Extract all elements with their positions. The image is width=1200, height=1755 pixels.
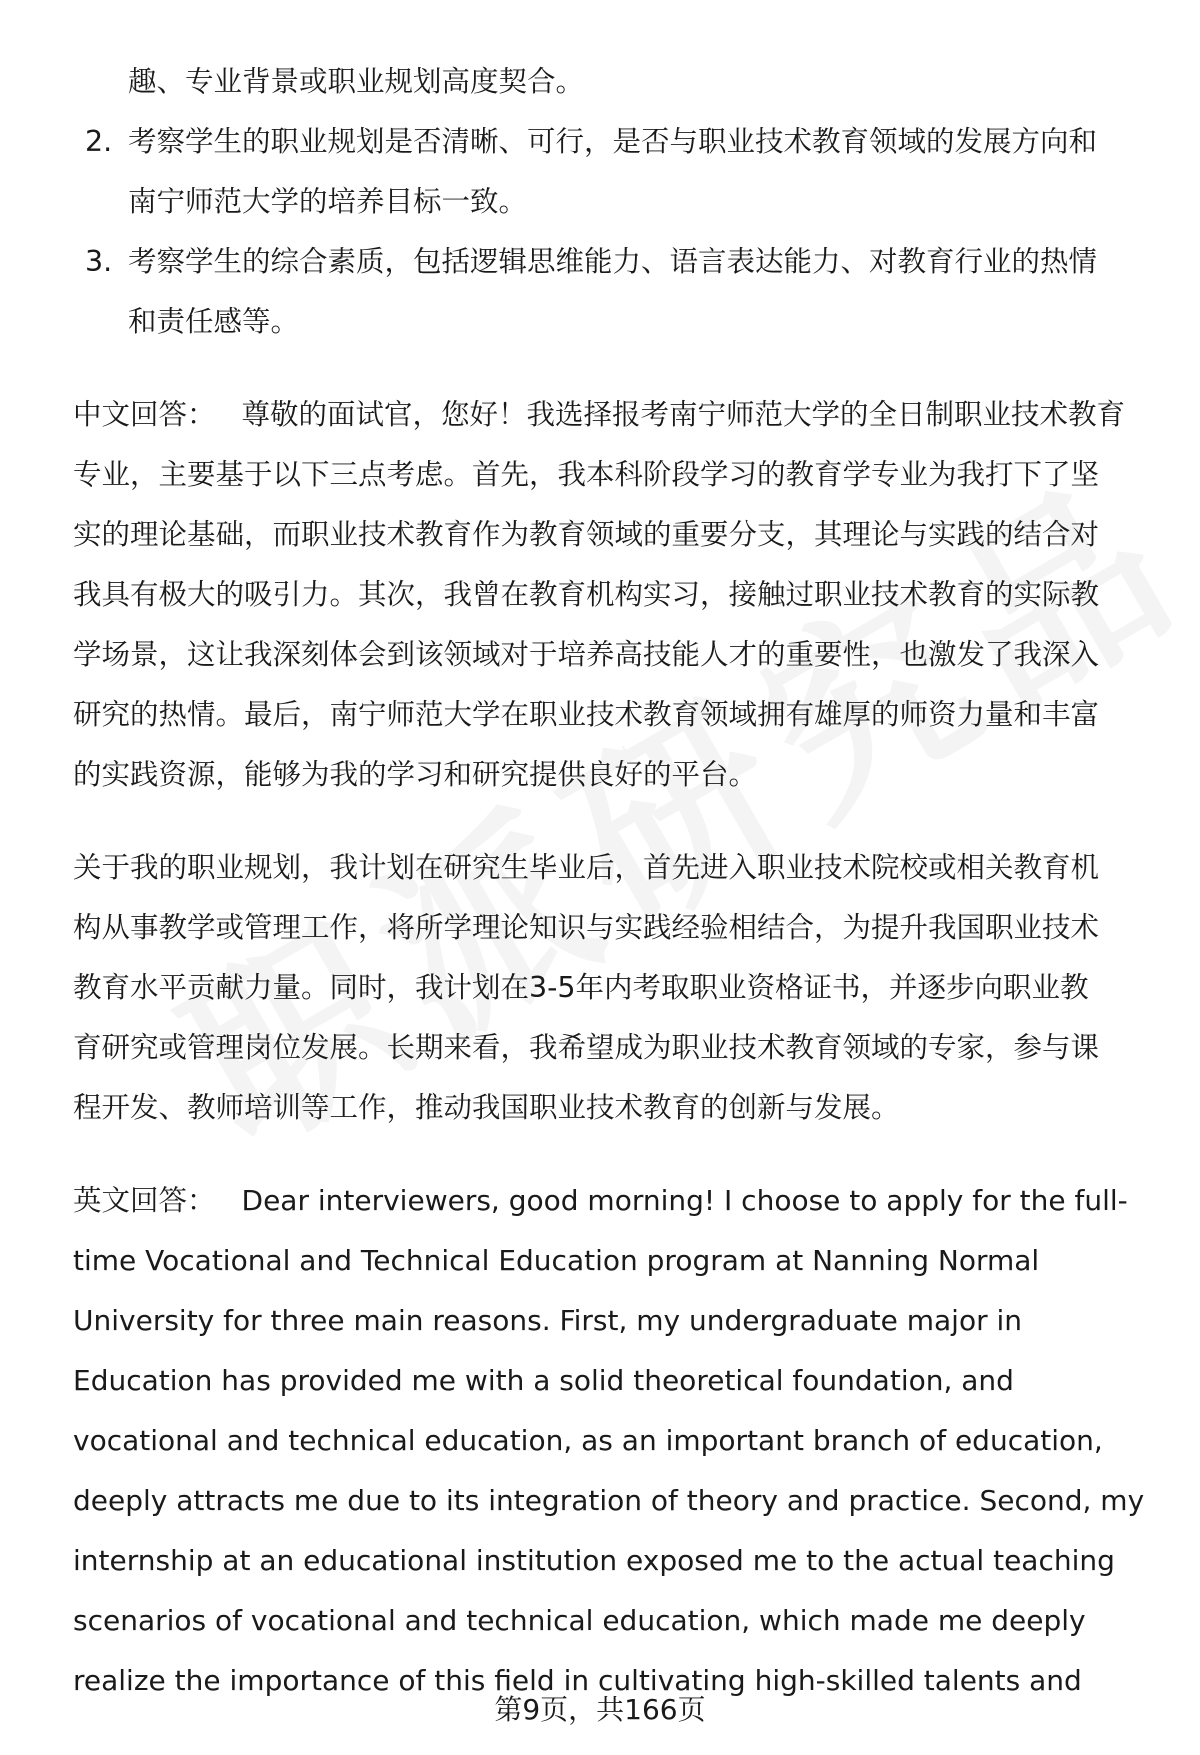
paragraph-line: deeply attracts me due to its integration of theory and practice. Second, my — [73, 1484, 1145, 1517]
paragraph-line: 专业，主要基于以下三点考虑。首先，我本科阶段学习的教育学专业为我打下了坚 — [73, 458, 1100, 491]
career-plan-paragraph — [73, 838, 1152, 1138]
page-number-footer: 第9页，共166页 — [494, 1693, 706, 1726]
paragraph-line: 的实践资源，能够为我的学习和研究提供良好的平台。 — [73, 758, 758, 791]
list-item-text: 和责任感等。 — [128, 305, 300, 338]
paragraph-line: 育研究或管理岗位发展。长期来看，我希望成为职业技术教育领域的专家，参与课 — [73, 1031, 1100, 1064]
chinese-answer — [73, 385, 1152, 805]
list-number: 3. — [85, 245, 113, 278]
list-item-text: 南宁师范大学的培养目标一致。 — [128, 185, 528, 218]
paragraph-line: realize the importance of this field in cultivating high-skilled talents and — [73, 1664, 1082, 1697]
paragraph-line: 尊敬的面试官，您好！我选择报考南宁师范大学的全日制职业技术教育 — [241, 398, 1126, 431]
list-item-1-continuation: 趣、专业背景或职业规划高度契合。 — [128, 65, 585, 98]
paragraph-line: vocational and technical education, as an important branch of education, — [73, 1424, 1103, 1457]
list-item-text: 考察学生的综合素质，包括逻辑思维能力、语言表达能力、对教育行业的热情 — [128, 245, 1098, 278]
criteria-list — [73, 52, 1152, 352]
paragraph-line: 实的理论基础，而职业技术教育作为教育领域的重要分支，其理论与实践的结合对 — [73, 518, 1100, 551]
chinese-answer-label: 中文回答： — [73, 398, 216, 431]
english-answer-label: 英文回答： — [73, 1184, 216, 1217]
paragraph-line: Education has provided me with a solid theoretical foundation, and — [73, 1364, 1014, 1397]
paragraph-line: 我具有极大的吸引力。其次，我曾在教育机构实习，接触过职业技术教育的实际教 — [73, 578, 1100, 611]
paragraph-line: 学场景，这让我深刻体会到该领域对于培养高技能人才的重要性，也激发了我深入 — [73, 638, 1100, 671]
english-answer — [73, 1171, 1152, 1711]
paragraph-line: scenarios of vocational and technical education, which made me deeply — [73, 1604, 1086, 1637]
paragraph-line: Dear interviewers, good morning! I choose to apply for the full- — [241, 1184, 1128, 1217]
list-item-2 — [73, 112, 1152, 232]
paragraph-line: 构从事教学或管理工作，将所学理论知识与实践经验相结合，为提升我国职业技术 — [73, 911, 1100, 944]
list-item-3 — [73, 232, 1152, 352]
paragraph-line: 关于我的职业规划，我计划在研究生毕业后，首先进入职业技术院校或相关教育机 — [73, 851, 1100, 884]
paragraph-line: 程开发、教师培训等工作，推动我国职业技术教育的创新与发展。 — [73, 1091, 900, 1124]
list-item-text: 考察学生的职业规划是否清晰、可行，是否与职业技术教育领域的发展方向和 — [128, 125, 1098, 158]
paragraph-line: time Vocational and Technical Education program at Nanning Normal — [73, 1244, 1040, 1277]
paragraph-line: internship at an educational institution exposed me to the actual teaching — [73, 1544, 1115, 1577]
paragraph-line: 研究的热情。最后，南宁师范大学在职业技术教育领域拥有雄厚的师资力量和丰富 — [73, 698, 1100, 731]
list-number: 2. — [85, 125, 113, 158]
paragraph-line: 教育水平贡献力量。同时，我计划在3-5年内考取职业资格证书，并逐步向职业教 — [73, 971, 1089, 1004]
paragraph-line: University for three main reasons. First, my undergraduate major in — [73, 1304, 1023, 1337]
